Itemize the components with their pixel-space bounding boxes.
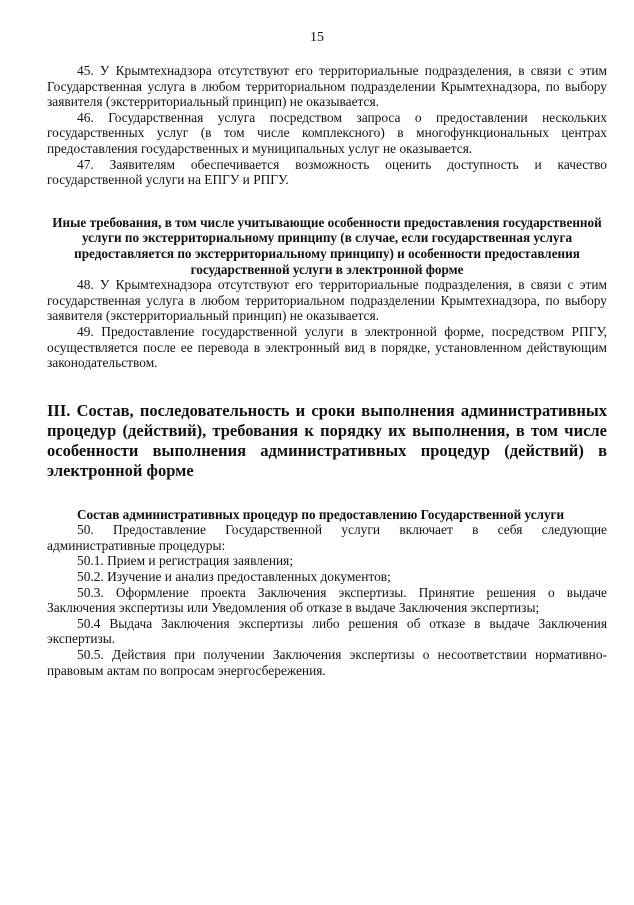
page-number: 15 [310, 30, 324, 45]
paragraph-50-2: 50.2. Изучение и анализ предоставленных документов; [77, 569, 391, 585]
paragraph-50-5: 50.5. Действия при получении Заключения экспертизы о несоответствии нормативно-правовым актам по вопросам энергосбережения. [47, 647, 607, 678]
subheading-other-requirements: Иные требования, в том числе учитывающие особенности предоставления государственной услуги по экстерриториальному принципу (в случае, если государственная услуга предоставляется по экстерриториальному принципу) и особенности предоставления государственной услуги в электронной форме [52, 214, 602, 277]
paragraph-46: 46. Государственная услуга посредством запроса о предоставлении нескольких государственных услуг (в том числе комплексного) в многофункциональных центрах предоставления государственных и муниципальных услуг не оказывается. [47, 109, 607, 156]
paragraph-50-3: 50.3. Оформление проекта Заключения экспертизы. Принятие решения о выдаче Заключения экспертизы или Уведомления об отказе в выдаче Заключения экспертизы; [47, 584, 607, 616]
paragraph-50-4: 50.4 Выдача Заключения экспертизы либо решения об отказе в выдаче Заключения экспертизы. [47, 615, 607, 647]
paragraph-50: 50. Предоставление Государственной услуги включает в себя следующие административные процедуры: [47, 522, 607, 553]
section-heading-iii: III. Состав, последовательность и сроки выполнения административных процедур (действий), требования к порядку их выполнения, в том числе особенности выполнения административных процедур (действий) в электронной форме [47, 400, 607, 480]
paragraph-50-1: 50.1. Прием и регистрация заявления; [77, 553, 294, 569]
subheading-procedures: Состав административных процедур по предоставлению Государственной услуги [77, 506, 565, 522]
paragraph-49: 49. Предоставление государственной услуги в электронной форме, посредством РПГУ, осуществляется после ее перевода в электронный вид в порядке, установленном действующим законодательством. [47, 323, 607, 371]
paragraph-48: 48. У Крымтехнадзора отсутствуют его территориальные подразделения, в связи с этим государственная услуга в любом территориальном подразделении Крымтехнадзора, по выбору заявителя (экстерриториальный принцип) не оказывается. [47, 277, 607, 324]
paragraph-47: 47. Заявителям обеспечивается возможность оценить доступность и качество государственной услуги на ЕПГУ и РПГУ. [47, 156, 607, 188]
paragraph-45: 45. У Крымтехнадзора отсутствуют его территориальные подразделения, в связи с этим Государственная услуга в любом территориальном подразделении Крымтехнадзора, по выбору заявителя (экстерриториальный принцип) не оказывается. [47, 63, 607, 110]
document-body [47, 63, 607, 678]
